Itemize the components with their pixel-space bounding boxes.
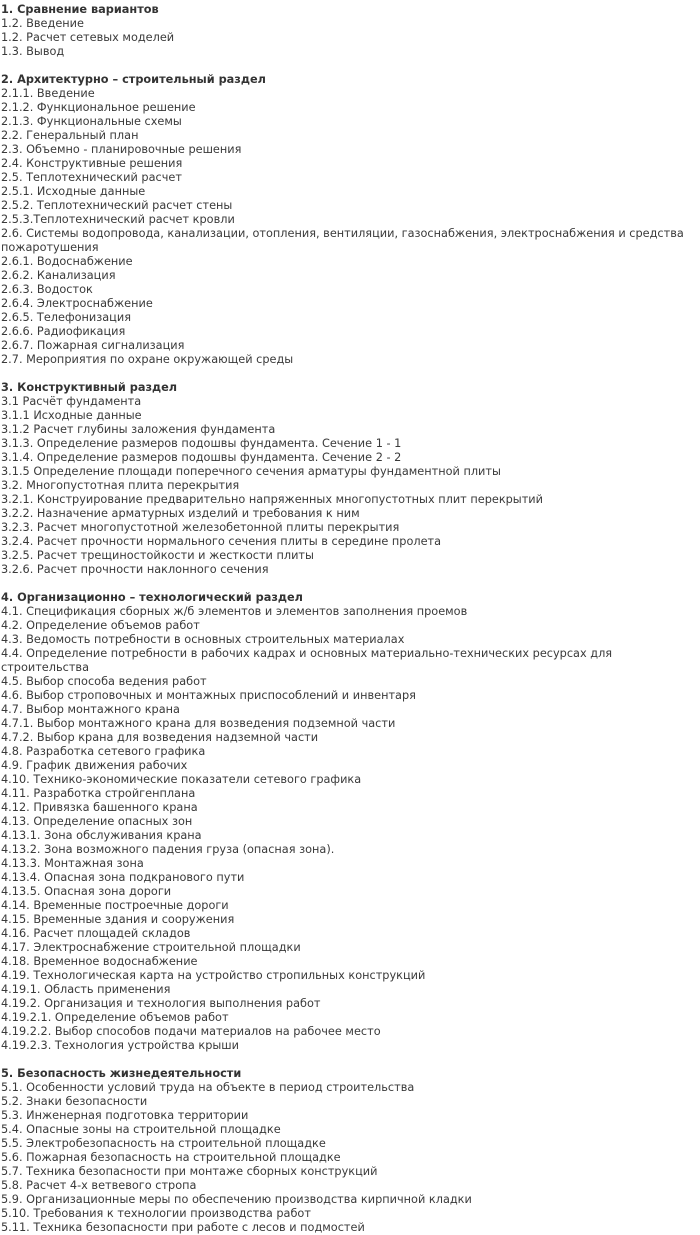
list-item: 4.13.2. Зона возможного падения груза (опасная зона). — [1, 843, 335, 856]
section-title: 3. Конструктивный раздел — [1, 381, 178, 394]
list-item: 4.7. Выбор монтажного крана — [1, 703, 180, 716]
list-item: 3.1.1 Исходные данные — [1, 409, 142, 422]
list-item: 4.13.3. Монтажная зона — [1, 857, 144, 870]
list-item: 2.6.7. Пожарная сигнализация — [1, 339, 185, 352]
list-item: 4.11. Разработка стройгенплана — [1, 787, 196, 800]
list-item: 4.19. Технологическая карта на устройство стропильных конструкций — [1, 969, 426, 982]
section-title: 5. Безопасность жизнедеятельности — [1, 1067, 242, 1080]
list-item: 4.13.5. Опасная зона дороги — [1, 885, 172, 898]
list-item: 4.9. График движения рабочих — [1, 759, 188, 772]
list-item: 4.15. Временные здания и сооружения — [1, 913, 235, 926]
list-item: 1.2. Расчет сетевых моделей — [1, 31, 175, 44]
list-item: 5.8. Расчет 4-х ветвевого стропа — [1, 1179, 197, 1192]
list-item: 4.17. Электроснабжение строительной площадки — [1, 941, 301, 954]
list-item: 3.2.1. Конструирование предварительно напряженных многопустотных плит перекрытий — [1, 493, 543, 506]
list-item: 4.13.1. Зона обслуживания крана — [1, 829, 202, 842]
list-item: 4.5. Выбор способа ведения работ — [1, 675, 207, 688]
list-item: 2.5.2. Теплотехнический расчет стены — [1, 199, 233, 212]
list-item: 3.1 Расчёт фундамента — [1, 395, 142, 408]
list-item: 5.6. Пожарная безопасность на строительной площадке — [1, 1151, 341, 1164]
list-item: 4.19.2.3. Технология устройства крыши — [1, 1039, 239, 1052]
list-item: 4.6. Выбор строповочных и монтажных приспособлений и инвентаря — [1, 689, 416, 702]
list-item: 3.1.5 Определение площади поперечного сечения арматуры фундаментной плиты — [1, 465, 501, 478]
list-item: 4.10. Технико-экономические показатели сетевого графика — [1, 773, 362, 786]
list-item: 3.2. Многопустотная плита перекрытия — [1, 479, 240, 492]
list-item: 4.7.1. Выбор монтажного крана для возведения подземной части — [1, 717, 396, 730]
list-item: 2.6.3. Водосток — [1, 283, 93, 296]
list-item: 2.1.3. Функциональные схемы — [1, 115, 182, 128]
list-item: 2.5.1. Исходные данные — [1, 185, 146, 198]
toc-section — [1, 591, 700, 1053]
list-item: 5.3. Инженерная подготовка территории — [1, 1109, 249, 1122]
list-item: 2.6.5. Телефонизация — [1, 311, 132, 324]
section-title: 2. Архитектурно – строительный раздел — [1, 73, 266, 86]
list-item: 1.3. Вывод — [1, 45, 65, 58]
list-item: 4.18. Временное водоснабжение — [1, 955, 198, 968]
section-title: 4. Организационно – технологический раздел — [1, 591, 303, 604]
list-item: 2.6.1. Водоснабжение — [1, 255, 133, 268]
list-item: 2.6.2. Канализация — [1, 269, 116, 282]
list-item: 4.7.2. Выбор крана для возведения надземной части — [1, 731, 319, 744]
list-item: 4.12. Привязка башенного крана — [1, 801, 198, 814]
list-item: 2.1.1. Введение — [1, 87, 95, 100]
toc-section — [1, 73, 700, 367]
list-item: 3.2.5. Расчет трещиностойкости и жесткости плиты — [1, 549, 314, 562]
list-item: 3.1.3. Определение размеров подошвы фундамента. Сечение 1 - 1 — [1, 437, 402, 450]
list-item: 4.14. Временные построечные дороги — [1, 899, 229, 912]
list-item: 2.2. Генеральный план — [1, 129, 139, 142]
list-item: 4.8. Разработка сетевого графика — [1, 745, 206, 758]
list-item: 4.19.2.1. Определение объемов работ — [1, 1011, 229, 1024]
list-item: 4.3. Ведомость потребности в основных строительных материалах — [1, 633, 405, 646]
list-item: 2.3. Объемно - планировочные решения — [1, 143, 242, 156]
list-item: 2.5.3.Теплотехнический расчет кровли — [1, 213, 235, 226]
list-item: 4.13. Определение опасных зон — [1, 815, 193, 828]
list-item: 5.9. Организационные меры по обеспечению производства кирпичной кладки — [1, 1193, 472, 1206]
list-item: 5.5. Электробезопасность на строительной площадке — [1, 1137, 326, 1150]
list-item: 5.1. Особенности условий труда на объекте в период строительства — [1, 1081, 415, 1094]
list-item: 3.2.2. Назначение арматурных изделий и требования к ним — [1, 507, 360, 520]
list-item: 5.10. Требования к технологии производства работ — [1, 1207, 311, 1220]
list-item: 4.2. Определение объемов работ — [1, 619, 200, 632]
list-item: 4.13.4. Опасная зона подкранового пути — [1, 871, 245, 884]
list-item: 4.19.1. Область применения — [1, 983, 171, 996]
list-item: 4.4. Определение потребности в рабочих кадрах и основных материально-технических ресурсах для строительства — [1, 647, 613, 674]
list-item: 4.19.2.2. Выбор способов подачи материалов на рабочее место — [1, 1025, 381, 1038]
list-item: 4.16. Расчет площадей складов — [1, 927, 191, 940]
list-item: 5.4. Опасные зоны на строительной площадке — [1, 1123, 281, 1136]
list-item: 5.7. Техника безопасности при монтаже сборных конструкций — [1, 1165, 378, 1178]
list-item: 2.6. Системы водопровода, канализации, отопления, вентиляции, газоснабжения, электроснабжения и средства пожаротушения — [1, 227, 684, 254]
list-item: 3.1.2 Расчет глубины заложения фундамента — [1, 423, 276, 436]
list-item: 4.1. Спецификация сборных ж/б элементов и элементов заполнения проемов — [1, 605, 468, 618]
list-item: 2.1.2. Функциональное решение — [1, 101, 196, 114]
list-item: 5.2. Знаки безопасности — [1, 1095, 148, 1108]
list-item: 2.6.6. Радиофикация — [1, 325, 126, 338]
list-item: 2.4. Конструктивные решения — [1, 157, 183, 170]
list-item: 3.2.3. Расчет многопустотной железобетонной плиты перекрытия — [1, 521, 400, 534]
list-item: 3.2.4. Расчет прочности нормального сечения плиты в середине пролета — [1, 535, 442, 548]
list-item: 3.1.4. Определение размеров подошвы фундамента. Сечение 2 - 2 — [1, 451, 402, 464]
list-item: 4.19.2. Организация и технология выполнения работ — [1, 997, 321, 1010]
list-item: 2.6.4. Электроснабжение — [1, 297, 153, 310]
toc-section — [1, 381, 700, 577]
section-title: 1. Сравнение вариантов — [1, 3, 159, 16]
toc-section — [1, 1067, 700, 1235]
list-item: 5.11. Техника безопасности при работе с лесов и подмостей — [1, 1221, 365, 1234]
list-item: 1.2. Введение — [1, 17, 84, 30]
toc-section — [1, 3, 700, 59]
list-item: 2.5. Теплотехнический расчет — [1, 171, 182, 184]
list-item: 3.2.6. Расчет прочности наклонного сечения — [1, 563, 269, 576]
list-item: 2.7. Мероприятия по охране окружающей среды — [1, 353, 294, 366]
